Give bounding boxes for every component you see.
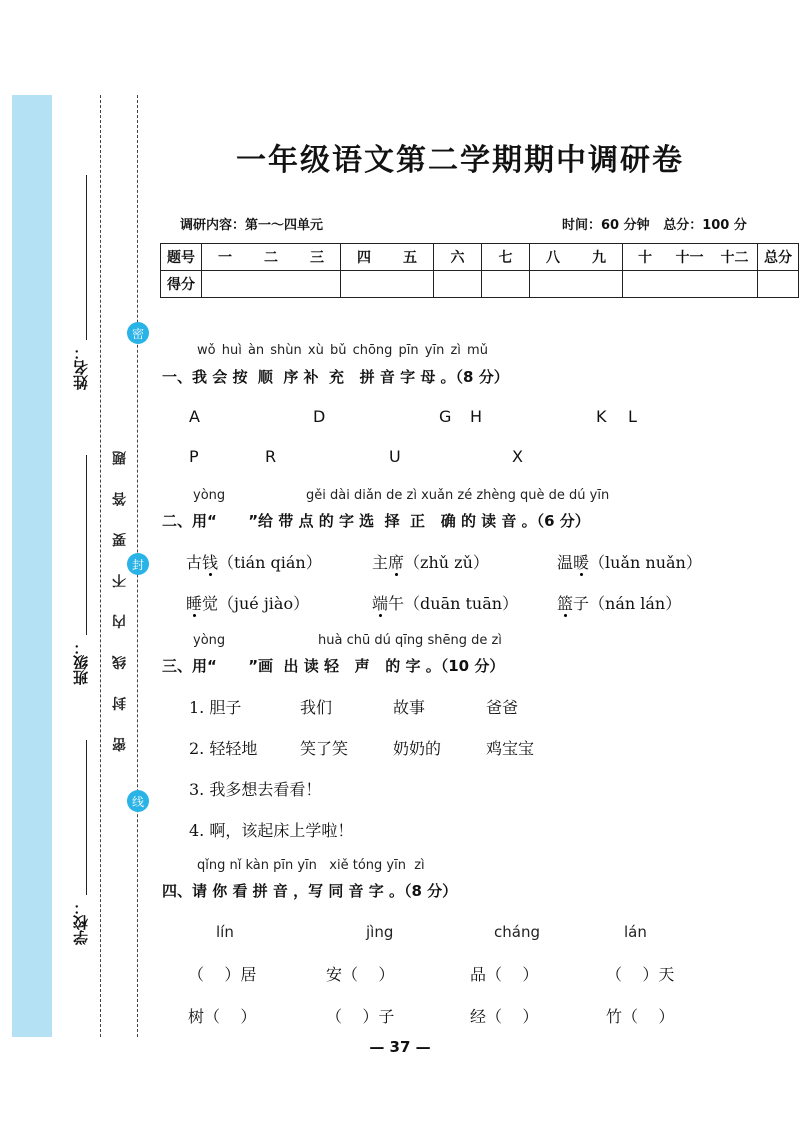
q4-blank[interactable]: 竹（ ） <box>606 1007 675 1026</box>
q2-item <box>557 550 702 573</box>
score-cell: 八 <box>530 244 577 271</box>
q2-item-options[interactable]: 子（nán lán） <box>573 594 682 613</box>
q2-item-dotted: 席 <box>388 553 405 572</box>
q2-item-options[interactable]: （luǎn nuǎn） <box>589 553 702 572</box>
q2-pinyin-a: yòng <box>193 488 226 503</box>
q4-blank[interactable]: （ ）子 <box>326 1007 395 1026</box>
q2-item <box>557 591 681 614</box>
q3-pinyin-b: huà chū dú qīng shēng de zì <box>318 633 502 648</box>
q2-item-pre: 古 <box>186 553 203 572</box>
q4-blank[interactable]: （ ）天 <box>606 965 675 984</box>
q2-item-options[interactable]: 觉（jué jiào） <box>202 594 310 613</box>
score-blank[interactable] <box>530 271 623 298</box>
score-cell: 二 <box>248 244 294 271</box>
school-blank <box>86 740 87 895</box>
q4-blank[interactable]: 经（ ） <box>470 1007 539 1026</box>
q2-title: 二、用“ ”给 带 点 的 字 选 择 正 确 的 读 音 。（6 分） <box>162 512 590 530</box>
q4-pinyin: qǐng nǐ kàn pīn yīn xiě tóng yīn zì <box>197 858 425 873</box>
q1-letter: A <box>189 407 200 426</box>
q3-word[interactable]: 故事 <box>393 698 426 717</box>
score-blank[interactable] <box>202 271 341 298</box>
q1-letter: D <box>313 407 326 426</box>
q3-word[interactable]: 奶奶的 <box>393 739 442 758</box>
q4-blank[interactable]: （ ）居 <box>188 965 257 984</box>
q2-item-dotted: 篮 <box>557 594 574 613</box>
q1-title: 一、我 会 按 顺 序 补 充 拼 音 字 母 。（8 分） <box>162 368 509 386</box>
score-cell: 三 <box>294 244 341 271</box>
q3-word[interactable]: 我们 <box>300 698 333 717</box>
name-label: 姓名： <box>72 345 90 390</box>
q4-title: 四、请 你 看 拼 音 ，写 同 音 字 。（8 分） <box>162 882 458 900</box>
q4-target-pinyin: lín <box>216 923 234 941</box>
q3-pinyin-a: yòng <box>193 633 226 648</box>
score-table <box>160 243 799 298</box>
q1-letter: R <box>265 447 277 466</box>
score-blank[interactable] <box>341 271 434 298</box>
seal-warning: 密 封 线 内 不 要 答 题 <box>112 440 128 752</box>
page-number: — 37 — <box>369 1038 431 1056</box>
q4-blank[interactable]: 安（ ） <box>326 965 395 984</box>
school-label: 学校： <box>72 900 90 945</box>
score-cell: 十一 <box>667 244 712 271</box>
seal-mi-badge: 密 <box>127 322 149 344</box>
seal-xian-badge: 线 <box>127 790 149 812</box>
score-cell: 五 <box>387 244 434 271</box>
seal-feng-badge: 封 <box>127 553 149 575</box>
score-cell: 九 <box>576 244 623 271</box>
q3-word[interactable]: 爸爸 <box>486 698 519 717</box>
time-score: 时间：60 分钟 总分：100 分 <box>562 218 747 233</box>
dashed-line-left <box>100 95 101 1037</box>
name-blank <box>86 175 87 340</box>
q1-pinyin: wǒ huì àn shùn xù bǔ chōng pīn yīn zì mǔ <box>197 343 488 358</box>
page-title: 一年级语文第二学期期中调研卷 <box>236 143 684 178</box>
q1-letter: L <box>628 407 637 426</box>
score-blank[interactable] <box>434 271 482 298</box>
content-range: 调研内容：第一～四单元 <box>180 218 324 233</box>
q2-item-dotted: 暖 <box>573 553 590 572</box>
q4-target-pinyin: jìng <box>366 923 394 941</box>
score-cell: 六 <box>434 244 482 271</box>
q2-item <box>186 550 322 573</box>
q2-item-dotted: 睡 <box>186 594 203 613</box>
q1-letter: U <box>389 447 401 466</box>
q3-word[interactable]: 1. 胆子 <box>189 698 242 717</box>
q2-item-pre: 温 <box>557 553 574 572</box>
q4-target-pinyin: cháng <box>494 923 540 941</box>
score-cell: 题号 <box>161 244 202 271</box>
q2-item-pre: 主 <box>372 553 389 572</box>
q4-blank[interactable]: 树（ ） <box>188 1007 257 1026</box>
q2-item <box>186 591 309 614</box>
q2-item-dotted: 端 <box>372 594 389 613</box>
q3-word[interactable]: 笑了笑 <box>300 739 349 758</box>
q3-title: 三、用“ ”画 出 读 轻 声 的 字 。（10 分） <box>162 657 505 675</box>
q2-pinyin-b: gěi dài diǎn de zì xuǎn zé zhèng què de dú yīn <box>306 488 610 503</box>
q2-item-options[interactable]: （tián qián） <box>218 553 322 572</box>
class-blank <box>86 455 87 635</box>
score-header-row <box>161 244 799 271</box>
binding-strip <box>12 95 52 1037</box>
q2-item <box>372 550 489 573</box>
q3-word[interactable]: 2. 轻轻地 <box>189 739 258 758</box>
q2-item <box>372 591 518 614</box>
score-cell: 总分 <box>758 244 799 271</box>
score-row-label: 得分 <box>161 271 202 298</box>
class-label: 班级： <box>72 640 90 685</box>
score-blank[interactable] <box>623 271 758 298</box>
q4-target-pinyin: lán <box>624 923 647 941</box>
score-cell: 十 <box>623 244 668 271</box>
score-cell: 一 <box>202 244 249 271</box>
q3-word[interactable]: 鸡宝宝 <box>486 739 535 758</box>
score-blank[interactable] <box>482 271 530 298</box>
score-cell: 十二 <box>712 244 758 271</box>
q2-item-dotted: 钱 <box>202 553 219 572</box>
score-blank[interactable] <box>758 271 799 298</box>
q1-letter: K <box>596 407 607 426</box>
q1-letter: P <box>189 447 199 466</box>
q2-item-options[interactable]: （zhǔ zǔ） <box>404 553 489 572</box>
q1-letter: G <box>439 407 452 426</box>
q2-item-options[interactable]: 午（duān tuān） <box>388 594 519 613</box>
score-cell: 四 <box>341 244 388 271</box>
q1-letter: X <box>512 447 523 466</box>
q3-sentence[interactable]: 3. 我多想去看看！ <box>189 780 322 799</box>
q3-sentence[interactable]: 4. 啊，该起床上学啦！ <box>189 821 354 840</box>
score-row <box>161 271 799 298</box>
q4-blank[interactable]: 品（ ） <box>470 965 539 984</box>
score-cell: 七 <box>482 244 530 271</box>
q1-letter: H <box>470 407 483 426</box>
